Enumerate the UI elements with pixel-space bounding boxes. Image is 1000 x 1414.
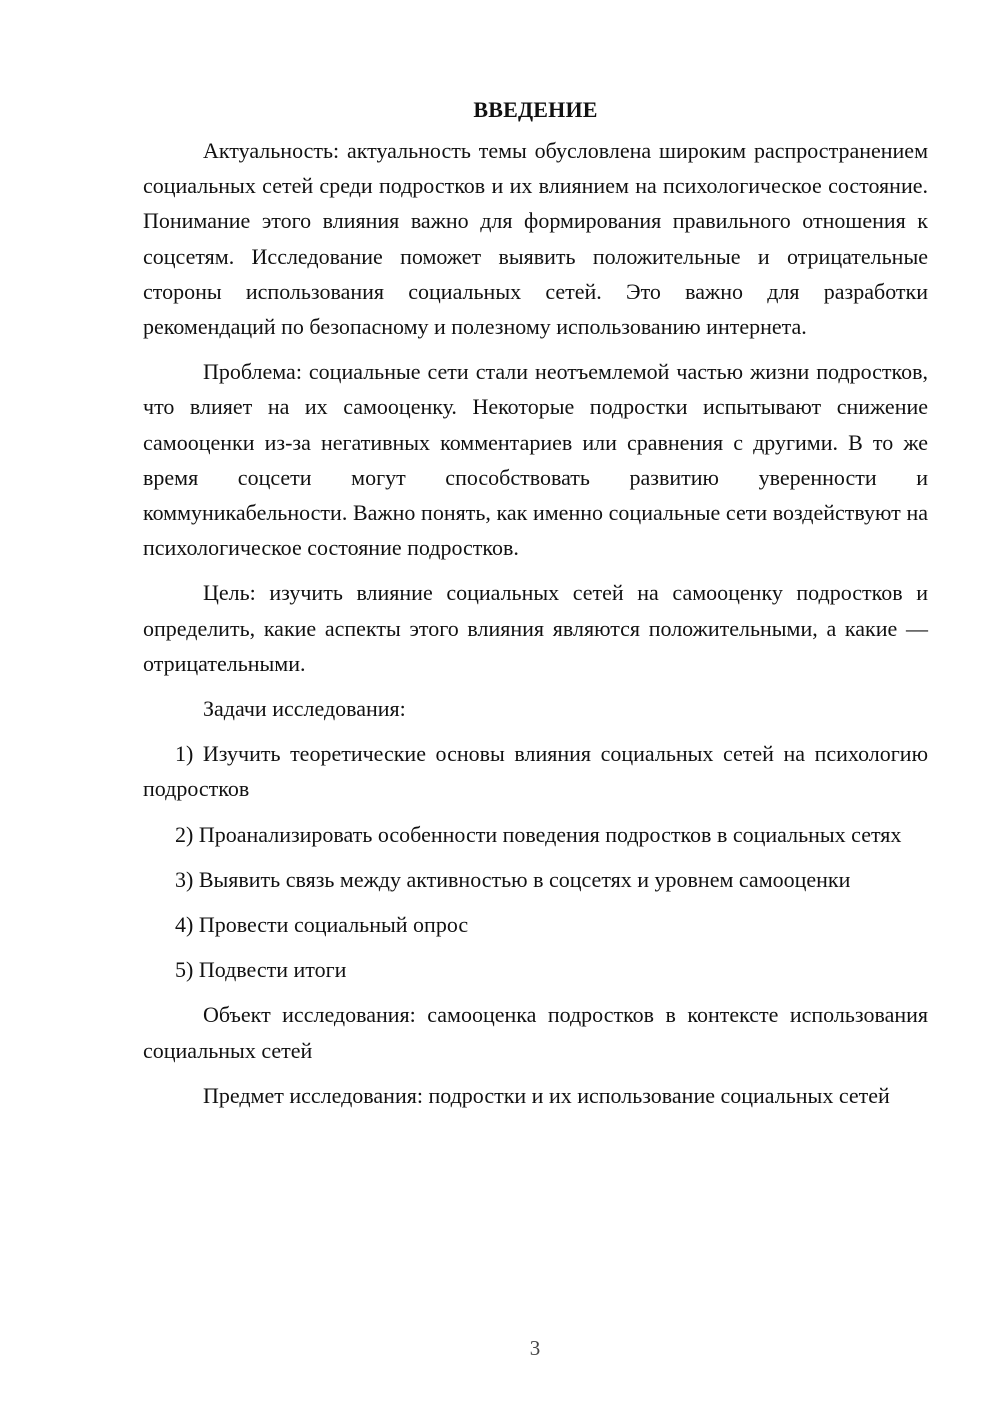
object-paragraph: Объект исследования: самооценка подростков в контексте использования социальных сетей bbox=[143, 1002, 928, 1063]
page-content bbox=[143, 92, 928, 1123]
section-title: ВВЕДЕНИЕ bbox=[473, 97, 598, 122]
page-number: 3 bbox=[529, 1336, 541, 1360]
task-item: 3) Выявить связь между активностью в соцсетях и уровнем самооценки bbox=[175, 866, 851, 892]
tasks-heading: Задачи исследования: bbox=[203, 696, 406, 722]
problem-paragraph: Проблема: социальные сети стали неотъемлемой частью жизни подростков, что влияет на их самооценку. Некоторые подростки испытывают снижение самооценки из-за негативных комментариев или сравнения с другими. В то же время соцсети могут способствовать развитию уверенности и коммуникабельности. Важно понять, как именно социальные сети воздействуют на психологическое состояние подростков. bbox=[143, 359, 928, 561]
task-item: 5) Подвести итоги bbox=[175, 957, 347, 983]
goal-paragraph: Цель: изучить влияние социальных сетей на самооценку подростков и определить, какие аспекты этого влияния являются положительными, а какие — отрицательными. bbox=[143, 580, 928, 676]
relevance-paragraph: Актуальность: актуальность темы обусловлена широким распространением социальных сетей среди подростков и их влиянием на психологическое состояние. Понимание этого влияния важно для формирования правильного отношения к соцсетям. Исследование поможет выявить положительные и отрицательные стороны использования социальных сетей. Это важно для разработки рекомендаций по безопасному и полезному использованию интернета. bbox=[143, 138, 928, 340]
task-item: 1) Изучить теоретические основы влияния социальных сетей на психологию подростков bbox=[143, 741, 928, 802]
subject-paragraph: Предмет исследования: подростки и их использование социальных сетей bbox=[203, 1082, 890, 1108]
task-item: 2) Проанализировать особенности поведения подростков в социальных сетях bbox=[175, 821, 902, 847]
task-item: 4) Провести социальный опрос bbox=[175, 912, 469, 938]
